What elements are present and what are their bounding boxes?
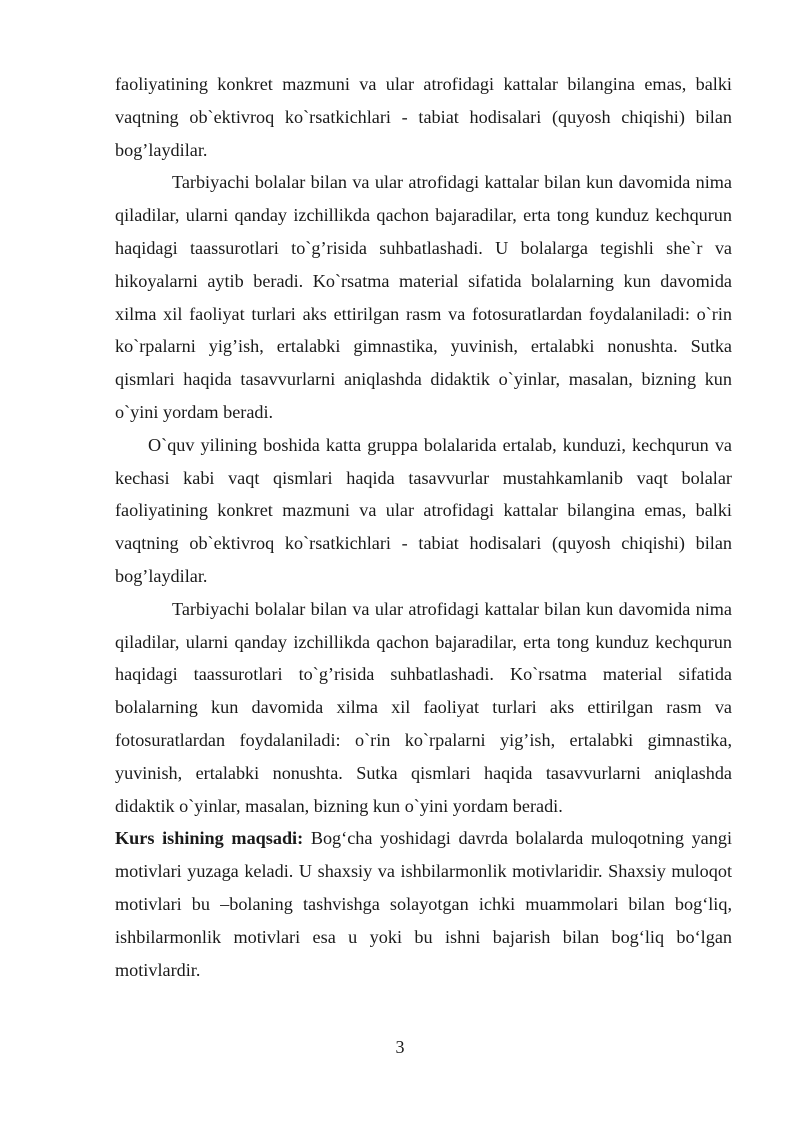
page-number: 3	[395, 1037, 405, 1057]
course-goal-label: Kurs ishining maqsadi:	[115, 828, 304, 849]
course-goal-text: Bog‘cha yoshidagi davrda bolalarda muloqotning yangi motivlari yuzaga keladi. U shaxsiy va ishbilarmonlik motivlaridir. Shaxsiy muloqot motivlari bu –bolaning tashvishga solayotgan ichki muammolari bilan bog‘liq, ishbilarmonlik motivlari esa u yoki bu ishni bajarish bilan bog‘liq bo‘lgan motivlardir.	[115, 828, 732, 980]
paragraph-tarbiyachi-2: Tarbiyachi bolalar bilan va ular atrofidagi kattalar bilan kun davomida nima qiladilar, ularni qanday izchillikda qachon bajaradilar, erta tong kunduz kechqurun haqidagi taassurotlari to`g’risida suhbatlashadi. Ko`rsatma material sifatida bolalarning kun davomida xilma xil faoliyat turlari aks ettirilgan rasm va fotosuratlardan foydalaniladi: o`rin ko`rpalarni yig’ish, ertalabki gimnastika, yuvinish, ertalabki nonushta. Sutka qismlari haqida tasavvurlarni aniqlashda didaktik o`yinlar, masalan, bizning kun o`yini yordam beradi.	[115, 598, 732, 816]
paragraph-continuation: faoliyatining konkret mazmuni va ular atrofidagi kattalar bilangina emas, balki vaqtning ob`ektivroq ko`rsatkichlari - tabiat hodisalari (quyosh chiqishi) bilan bog’laydilar.	[115, 74, 732, 160]
document-body	[115, 68, 732, 986]
paragraph-tarbiyachi-1: Tarbiyachi bolalar bilan va ular atrofidagi kattalar bilan kun davomida nima qiladilar, ularni qanday izchillikda qachon bajaradilar, erta tong kunduz kechqurun haqidagi taassurotlari to`g’risida suhbatlashadi. U bolalarga tegishli she`r va hikoyalarni aytib beradi. Ko`rsatma material sifatida bolalarning kun davomida xilma xil faoliyat turlari aks ettirilgan rasm va fotosuratlardan foydalaniladi: o`rin ko`rpalarni yig’ish, ertalabki gimnastika, yuvinish, ertalabki nonushta. Sutka qismlari haqida tasavvurlarni aniqlashda didaktik o`yinlar, masalan, bizning kun o`yini yordam beradi.	[115, 172, 732, 422]
paragraph-course-goal	[115, 822, 732, 986]
paragraph-oquv-yili: O`quv yilining boshida katta gruppa bolalarida ertalab, kunduzi, kechqurun va kechasi kabi vaqt qismlari haqida tasavvurlar mustahkamlanib vaqt bolalar faoliyatining konkret mazmuni va ular atrofidagi kattalar bilangina emas, balki vaqtning ob`ektivroq ko`rsatkichlari - tabiat hodisalari (quyosh chiqishi) bilan bog’laydilar.	[115, 434, 732, 586]
